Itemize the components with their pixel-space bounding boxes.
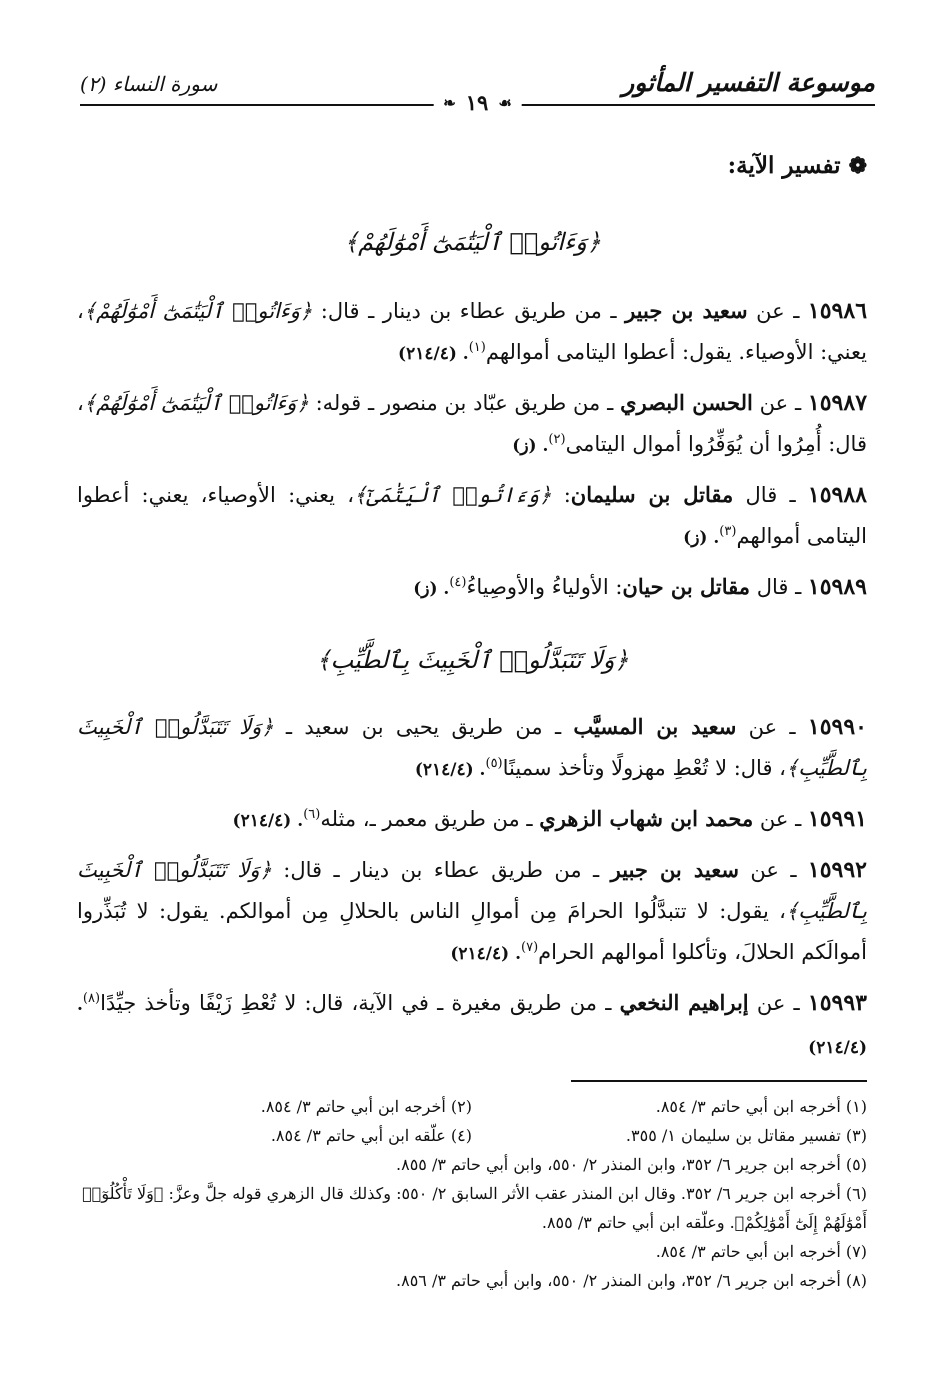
footnote-marker[interactable]: (٣)	[719, 524, 737, 539]
section-heading	[728, 152, 867, 179]
footnote: (٨) أخرجه ابن جرير ٦/ ٣٥٢، وابن المنذر ٢/ ٥٥٠، وابن أبي حاتم ٣/ ٨٥٦.	[396, 1271, 867, 1290]
footnote: (١) أخرجه ابن أبي حاتم ٣/ ٨٥٤.	[655, 1097, 867, 1116]
flower-icon: ❁	[848, 153, 867, 179]
quran-quote: ﴿وَلَا تَتَبَدَّلُوا۟ ٱلْخَبِيثَ بِٱلطَّيِّبِ﴾	[77, 858, 867, 923]
footnote: (٣) تفسير مقاتل بن سليمان ١/ ٣٥٥.	[625, 1126, 867, 1145]
narration: ١٥٩٩٠ ـ عن سعيد بن المسيَّب ـ من طريق يحيى بن سعيد ـ ﴿وَلَا تَتَبَدَّلُوا۟ ٱلْخَبِيثَ بِٱلطَّيِّبِ﴾، قال: لا تُعْطِ مهزولًا وتأخذ سمينًا$^{(٥)}$. (٢١٤/٤)	[77, 714, 867, 780]
footnote: (٦) أخرجه ابن جرير ٦/ ٣٥٢. وقال ابن المنذر عقب الأثر السابق ٢/ ٥٥٠: وكذلك قال الزهري قوله جلَّ وعزَّ: ﴿وَلَا تَأْكُلُوٓا۟ أَمْوَٰلَهُمْ إِلَىٰٓ أَمْوَٰلِكُمْ﴾. وعلّقه ابن أبي حاتم ٣/ ٨٥٥.	[82, 1184, 867, 1232]
narration: ١٥٩٨٨ ـ قال مقاتل بن سليمان: ﴿وَءَاتُوا۟ ٱلْيَتَٰمَىٰٓ﴾، يعني: الأوصياء، يعني: أعطوا اليتامى أموالهم$^{(٣)}$. (ز)	[77, 482, 867, 548]
footnotes	[77, 1092, 867, 1295]
footnotes-divider	[571, 1080, 867, 1082]
narration: ١٥٩٨٧ ـ عن الحسن البصري ـ من طريق عبّاد بن منصور ـ قوله: ﴿وَءَاتُوا۟ ٱلْيَتَٰمَىٰٓ أَمْوَٰلَهُمْ﴾، قال: أُمِرُوا أن يُوَفِّرُوا أموال اليتامى$^{(٢)}$. (ز)	[77, 390, 868, 456]
page-number: ١٩	[465, 90, 489, 115]
narrator: مقاتل بن حيان	[622, 574, 751, 599]
footnote-marker[interactable]: (٨)	[82, 991, 101, 1006]
narrator: إبراهيم النخعي	[619, 990, 749, 1015]
footnote: (٤) علّقه ابن أبي حاتم ٣/ ٨٥٤.	[270, 1126, 472, 1145]
narrator: محمد ابن شهاب الزهري	[539, 806, 754, 831]
narration: ١٥٩٨٦ ـ عن سعيد بن جبير ـ من طريق عطاء بن دينار ـ قال: ﴿وَءَاتُوا۟ ٱلْيَتَٰمَىٰٓ أَمْوَٰلَهُمْ﴾، يعني: الأوصياء. يقول: أعطوا اليتامى أموالهم$^{(١)}$. (٢١٤/٤)	[77, 298, 868, 364]
volume-reference: . (ز)	[512, 436, 549, 456]
volume-reference: . (ز)	[683, 528, 720, 548]
footnote-marker[interactable]: (١)	[468, 340, 486, 355]
footnote: (٥) أخرجه ابن جرير ٦/ ٣٥٢، وابن المنذر ٢/ ٥٥٠، وابن أبي حاتم ٣/ ٨٥٥.	[396, 1155, 867, 1174]
narrations-group-2	[77, 706, 867, 1076]
narration: ١٥٩٩٢ ـ عن سعيد بن جبير ـ من طريق عطاء بن دينار ـ قال: ﴿وَلَا تَتَبَدَّلُوا۟ ٱلْخَبِيثَ بِٱلطَّيِّبِ﴾، يقول: لا تتبدَّلُوا الحرامَ مِن أموالِ الناس بالحلالِ مِن أموالكم. يقول: لا تُبَذِّروا أموالَكم الحلالَ، وتأكلوا أموالهم الحرام$^{(٧)}$. (٢١٤/٤)	[77, 857, 867, 964]
footnote-marker[interactable]: (٢)	[548, 432, 566, 447]
footnote-marker[interactable]: (٥)	[485, 756, 503, 771]
section-heading-text: تفسير الآية:	[727, 152, 841, 179]
footnote-marker[interactable]: (٤)	[449, 575, 467, 590]
volume-reference: . (ز)	[413, 579, 450, 599]
footnote: (٧) أخرجه ابن أبي حاتم ٣/ ٨٥٤.	[655, 1242, 867, 1261]
surah-title: سورة النساء (٢)	[80, 72, 218, 96]
page-number-box	[433, 90, 522, 115]
volume-reference: . (٢١٤/٤)	[450, 944, 522, 964]
ornament-icon: ☙	[498, 93, 512, 112]
narrator: الحسن البصري	[620, 390, 753, 415]
narration: ١٥٩٩١ ـ عن محمد ابن شهاب الزهري ـ من طريق معمر ـ، مثله$^{(٦)}$. (٢١٤/٤)	[232, 806, 867, 832]
quran-quote: ﴿وَءَاتُوا۟ ٱلْيَتَٰمَىٰٓ﴾	[354, 483, 552, 507]
verse-heading: ﴿وَلَا تَتَبَدَّلُوا۟ ٱلْخَبِيثَ بِٱلطَّيِّبِ﴾	[316, 646, 629, 674]
narration: ١٥٩٨٩ ـ قال مقاتل بن حيان: الأولياءُ والأوصِياءُ$^{(٤)}$. (ز)	[413, 574, 867, 600]
narrator: سعيد بن المسيَّب	[573, 714, 737, 739]
book-title: موسوعة التفسير المأثور	[622, 68, 875, 97]
volume-reference: . (٢١٤/٤)	[77, 995, 867, 1058]
quran-quote: ﴿وَءَاتُوا۟ ٱلْيَتَٰمَىٰٓ أَمْوَٰلَهُمْ﴾	[83, 299, 313, 323]
volume-reference: . (٢١٤/٤)	[398, 344, 469, 364]
narrations-group-1	[77, 290, 867, 617]
volume-reference: . (٢١٤/٤)	[414, 760, 486, 780]
footnote-marker[interactable]: (٧)	[521, 940, 539, 955]
footnote-marker[interactable]: (٦)	[303, 807, 321, 822]
narration: ١٥٩٩٣ ـ عن إبراهيم النخعي ـ من طريق مغيرة ـ في الآية، قال: لا تُعْطِ زَيْفًا وتأخذ جيِّدًا$^{(٨)}$. (٢١٤/٤)	[77, 990, 867, 1058]
quran-quote: ﴿وَلَا تَتَبَدَّلُوا۟ ٱلْخَبِيثَ بِٱلطَّيِّبِ﴾	[77, 715, 867, 780]
volume-reference: . (٢١٤/٤)	[232, 811, 304, 831]
footnote: (٢) أخرجه ابن أبي حاتم ٣/ ٨٥٤.	[260, 1097, 472, 1116]
running-header	[80, 62, 875, 122]
ornament-icon: ❧	[443, 93, 456, 112]
narrator: مقاتل بن سليمان	[570, 482, 734, 507]
quran-quote: ﴿وَءَاتُوا۟ ٱلْيَتَٰمَىٰٓ أَمْوَٰلَهُمْ﴾	[83, 391, 309, 415]
narrator: سعيد بن جبير	[610, 857, 739, 882]
narrator: سعيد بن جبير	[625, 298, 748, 323]
verse-heading: ﴿وَءَاتُوا۟ ٱلْيَتَٰمَىٰٓ أَمْوَٰلَهُمْ﴾	[344, 228, 601, 256]
